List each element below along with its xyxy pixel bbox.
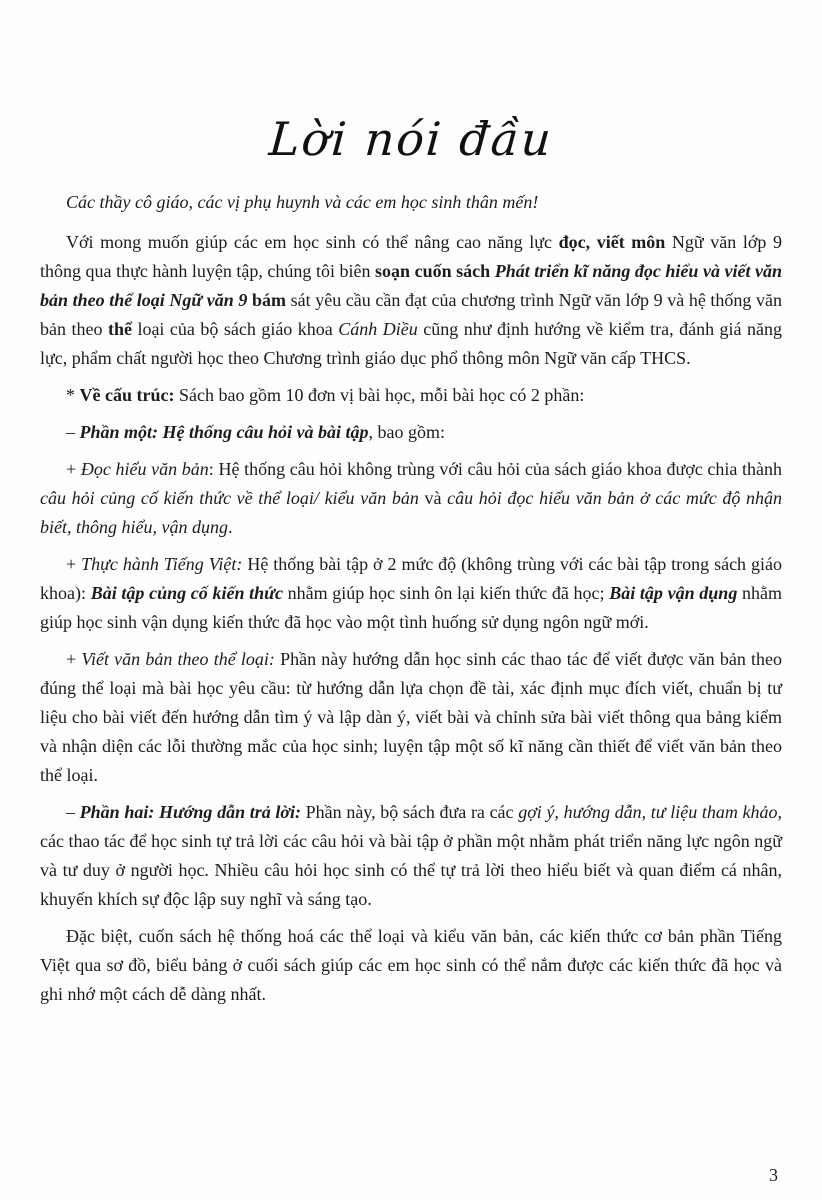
text-segment: Cánh Diều <box>338 319 424 339</box>
text-segment: Sách bao gồm 10 đơn vị bài học, mỗi bài học có 2 phần: <box>178 385 585 405</box>
text-segment: Các thầy cô giáo, các vị phụ huynh và các em học sinh thân mến! <box>66 192 539 212</box>
text-segment: Đặc biệt, cuốn sách hệ thống hoá các thể loại và kiểu văn bản, các kiến thức cơ bản phần Tiếng Việt qua sơ đồ, biểu bảng ở cuối sách giúp các em học sinh có thể nắm được các kiến thức đã học và ghi nhớ một cách dễ dàng nhất. <box>40 926 782 1004</box>
text-segment: thể <box>107 319 138 339</box>
text-segment: gợi ý, hướng dẫn, tư liệu tham khảo, <box>518 802 783 822</box>
text-segment: loại của bộ sách giáo khoa <box>137 319 339 339</box>
paragraph-intro <box>40 228 782 373</box>
text-segment: – <box>66 422 80 442</box>
text-segment: . <box>227 517 233 537</box>
paragraph-part-one <box>40 418 782 447</box>
text-segment: + <box>66 459 81 479</box>
text-segment: + <box>66 649 82 669</box>
paragraph-doc-hieu <box>40 455 782 542</box>
text-segment: Hệ thống bài tập ở 2 mức độ (không trùng với các bài tập trong sách giáo khoa): <box>40 554 782 603</box>
text-segment: Về cấu trúc: <box>79 385 179 405</box>
text-segment: Viết văn bản theo thể loại: <box>81 649 281 669</box>
greeting-line <box>40 188 782 217</box>
text-segment: và <box>424 488 448 508</box>
text-segment: các thao tác để học sinh tự trả lời các câu hỏi và bài tập ở phần một nhằm phát triển năng lực ngôn ngữ và tư duy ở người học. Nhiều câu hỏi học sinh có thể tự trả lời theo hiểu biết và quan điểm cá nhân, khuyến khích sự độc lập suy nghĩ và sáng tạo. <box>40 831 782 909</box>
text-segment: Phần một: Hệ thống câu hỏi và bài tập <box>79 422 369 442</box>
text-segment: Phát triển kĩ năng đọc hiểu và viết văn bản theo thể loại Ngữ văn 9 <box>40 261 783 310</box>
page-content <box>40 188 782 1009</box>
text-segment: sát yêu cầu cần đạt của chương trình Ngữ văn lớp 9 và hệ thống văn bản theo <box>40 290 782 339</box>
page-number: 3 <box>769 1165 778 1185</box>
text-segment: nhằm giúp học sinh ôn lại kiến thức đã học; <box>287 583 610 603</box>
text-segment: Ngữ văn lớp 9 thông qua thực hành luyện tập, chúng tôi biên <box>40 232 782 281</box>
text-segment: câu hỏi đọc hiểu văn bản ở các mức độ nhận biết, thông hiểu, vận dụng <box>40 488 782 537</box>
paragraph-tieng-viet <box>40 550 782 637</box>
text-segment: * <box>66 385 80 405</box>
text-segment: bám <box>252 290 291 310</box>
text-segment: Đọc hiểu văn bản <box>80 459 209 479</box>
paragraph-part-two <box>40 798 782 914</box>
paragraph-viet-van-ban <box>40 645 782 790</box>
text-segment: , bao gồm: <box>368 422 446 442</box>
text-segment: nhằm giúp học sinh vận dụng kiến thức đã học vào một tình huống sử dụng ngôn ngữ mới. <box>40 583 783 632</box>
paragraph-structure <box>40 381 782 410</box>
page-title: Lời nói đầu <box>267 112 555 166</box>
text-segment: : Hệ thống câu hỏi không trùng với câu hỏi của sách giáo khoa được chia thành <box>208 459 783 479</box>
text-segment: Thực hành Tiếng Việt: <box>81 554 248 574</box>
paragraph-closing <box>40 922 782 1009</box>
text-segment: soạn cuốn sách <box>375 261 495 281</box>
text-segment: Với mong muốn giúp các em học sinh có thể nâng cao năng lực <box>66 232 559 252</box>
text-segment: Phần này, bộ sách đưa ra các <box>305 802 519 822</box>
text-segment: + <box>66 554 82 574</box>
text-segment: Phần hai: Hướng dẫn trả lời: <box>79 802 306 822</box>
text-segment: – <box>66 802 80 822</box>
text-segment: Bài tập vận dụng <box>609 583 743 603</box>
text-segment: cũng như định hướng về kiểm tra, đánh giá năng lực, phẩm chất người học theo Chương trình giáo dục phổ thông môn Ngữ văn cấp THCS. <box>40 319 783 368</box>
text-segment: đọc, viết môn <box>558 232 672 252</box>
text-segment: Phần này hướng dẫn học sinh các thao tác để viết được văn bản theo đúng thể loại mà bài học yêu cầu: từ hướng dẫn lựa chọn đề tài, xác định mục đích viết, chuẩn bị tư liệu cho bài viết đến hướng dẫn tìm ý và lập dàn ý, viết bài và chỉnh sửa bài viết thông qua bảng kiểm và nhận diện các lỗi thường mắc của học sinh; luyện tập một số kĩ năng cần thiết để viết văn bản theo thể loại. <box>40 649 783 785</box>
text-segment: câu hỏi củng cố kiến thức về thể loại/ kiểu văn bản <box>40 488 425 508</box>
text-segment: Bài tập củng cố kiến thức <box>90 583 288 603</box>
